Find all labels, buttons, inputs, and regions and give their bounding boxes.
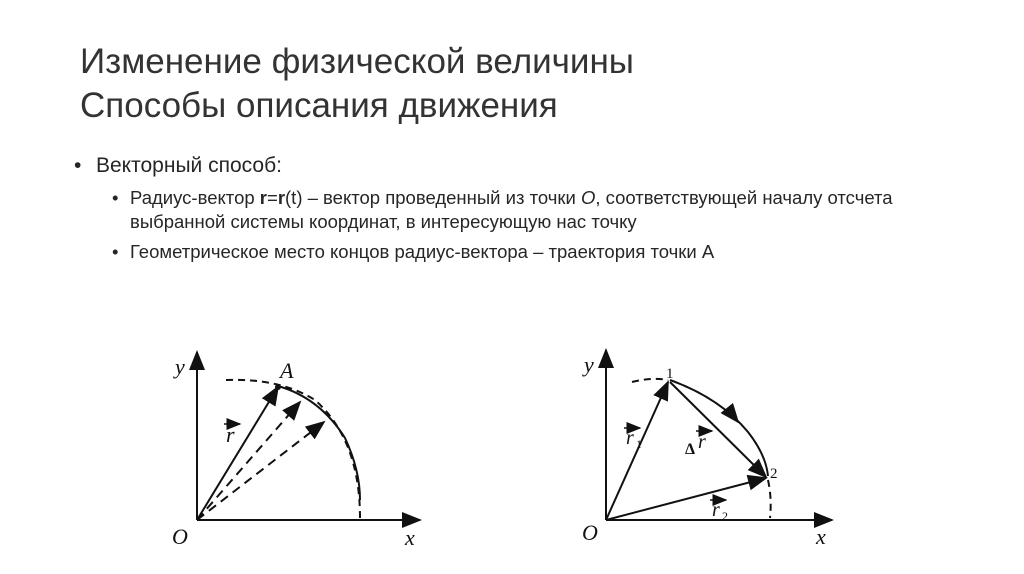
point-a-label: A	[280, 358, 294, 383]
r1-subscript: 1	[636, 437, 642, 451]
point-2-label: 2	[770, 466, 778, 482]
title-line-2: Способы описания движения	[80, 86, 558, 125]
rv-rest: , соответствующей началу отсчета выбранной системы координат, в интересующую нас точку	[130, 187, 893, 232]
radius-vector-2	[606, 478, 766, 520]
point-1-label: 1	[666, 366, 674, 382]
trajectory-arc-2	[670, 380, 768, 476]
delta-label: Δ	[685, 441, 696, 458]
displacement-vector	[670, 382, 766, 477]
bullet-vector-method: • Векторный способ:	[70, 152, 970, 180]
title-line-1: Изменение физической величины	[80, 42, 634, 81]
figure2-svg	[570, 340, 850, 560]
origin-label-2: O	[582, 520, 598, 545]
rv-tail: (t) – вектор проведенный из точки	[285, 187, 581, 208]
x-label: x	[405, 525, 415, 550]
figure-displacement	[570, 340, 850, 565]
rv-eq: =	[267, 187, 278, 208]
rv-prefix: Радиус-вектор	[130, 187, 260, 208]
vector-r-label: r	[226, 422, 235, 447]
trajectory-dashed-end	[768, 480, 771, 518]
bullet-list	[70, 152, 970, 264]
origin-label: O	[172, 524, 188, 549]
r1-label: r	[626, 427, 634, 449]
bullet-radius-vector	[70, 186, 970, 234]
figure1-svg	[160, 340, 440, 560]
rv-point: O	[580, 187, 596, 208]
radius-vector	[197, 387, 278, 520]
r2-label: r	[712, 499, 720, 521]
figure-radius-vector	[160, 340, 440, 565]
radius-vector-1	[606, 382, 668, 520]
trajectory-direction-arrow	[730, 412, 738, 422]
rv-r1: r	[259, 187, 267, 208]
dr-label: r	[698, 431, 706, 453]
x-label-2: x	[816, 524, 826, 549]
point-a-dot	[275, 384, 281, 390]
slide-title	[80, 40, 634, 128]
y-label-2: y	[584, 352, 594, 377]
y-label: y	[175, 354, 185, 379]
r2-subscript: 2	[722, 509, 728, 523]
trajectory-dashed	[226, 380, 360, 518]
trajectory-dashed-start	[632, 379, 668, 382]
radius-vector-dashed-1	[197, 402, 300, 520]
bullet-trajectory: • Геометрическое место концов радиус-вектора – траектория точки А	[70, 240, 970, 264]
radius-vector-dashed-2	[197, 422, 324, 520]
rv-r2: r	[277, 187, 286, 208]
